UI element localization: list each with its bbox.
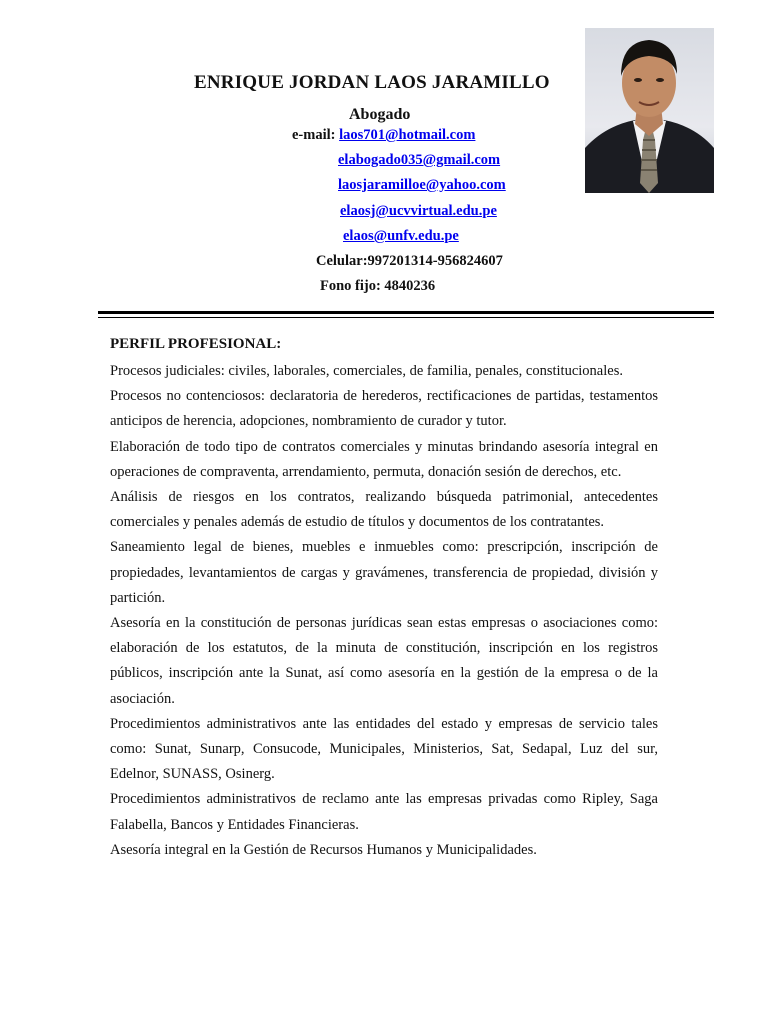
- fono-fijo-text: Fono fijo: 4840236: [320, 278, 436, 294]
- profile-paragraph: Procesos no contenciosos: declaratoria de herederos, rectificaciones de partidas, testamentos anticipos de herencia, adopciones, nombramiento de curador y tutor.: [110, 388, 658, 430]
- email-link-5[interactable]: elaos@unfv.edu.pe: [343, 228, 459, 244]
- email-link-3[interactable]: laosjaramilloe@yahoo.com: [338, 177, 506, 193]
- email-row-1: [292, 127, 475, 144]
- profile-paragraph: Asesoría en la constitución de personas jurídicas sean estas empresas o asociaciones como: elaboración de los estatutos, de la minuta de constitución, inscripción en los registros públicos, inscripción ante la Sunat, así como asesoría en la gestión de la empresa o de la asociación.: [110, 615, 658, 707]
- profile-paragraph: Procedimientos administrativos ante las entidades del estado y empresas de servicio tales como: Sunat, Sunarp, Consucode, Municipales, Ministerios, Sat, Sedapal, Luz del sur, Edelnor, SUNASS, Osinerg.: [110, 715, 658, 783]
- candidate-title: Abogado: [349, 106, 411, 123]
- header-divider-thick: [98, 311, 714, 314]
- profile-paragraph: Procesos judiciales: civiles, laborales, comerciales, de familia, penales, constitucionales.: [110, 363, 623, 379]
- portrait-image: [585, 28, 714, 193]
- profile-paragraph: Saneamiento legal de bienes, muebles e inmuebles como: prescripción, inscripción de propiedades, levantamientos de cargas y gravámenes, transferencia de propiedad, división y partición.: [110, 539, 658, 606]
- email-row-2: [338, 152, 500, 169]
- email-link-2[interactable]: elabogado035@gmail.com: [338, 152, 501, 168]
- celular-text: Celular:997201314-956824607: [316, 253, 503, 269]
- email-link-4[interactable]: elaosj@ucvvirtual.edu.pe: [340, 203, 497, 219]
- email-link-1[interactable]: laos701@hotmail.com: [339, 127, 476, 143]
- email-row-5: [343, 228, 459, 245]
- header-divider-thin: [98, 317, 714, 318]
- email-row-3: [338, 177, 506, 194]
- profile-heading: PERFIL PROFESIONAL:: [110, 336, 282, 352]
- profile-body: [110, 359, 658, 863]
- profile-paragraph: Elaboración de todo tipo de contratos comerciales y minutas brindando asesoría integral en operaciones de compraventa, arrendamiento, permuta, donación sesión de derechos, etc.: [110, 438, 658, 480]
- email-label: e-mail:: [292, 127, 336, 143]
- profile-paragraph: Análisis de riesgos en los contratos, realizando búsqueda patrimonial, antecedentes comerciales y penales además de estudio de títulos y documentos de los contratantes.: [110, 489, 658, 531]
- profile-paragraph: Asesoría integral en la Gestión de Recursos Humanos y Municipalidades.: [110, 841, 537, 858]
- profile-photo: [585, 28, 714, 193]
- profile-paragraph: Procedimientos administrativos de reclamo ante las empresas privadas como Ripley, Saga Falabella, Bancos y Entidades Financieras.: [110, 791, 658, 833]
- candidate-name: ENRIQUE JORDAN LAOS JARAMILLO: [194, 72, 550, 93]
- email-row-4: [340, 203, 497, 220]
